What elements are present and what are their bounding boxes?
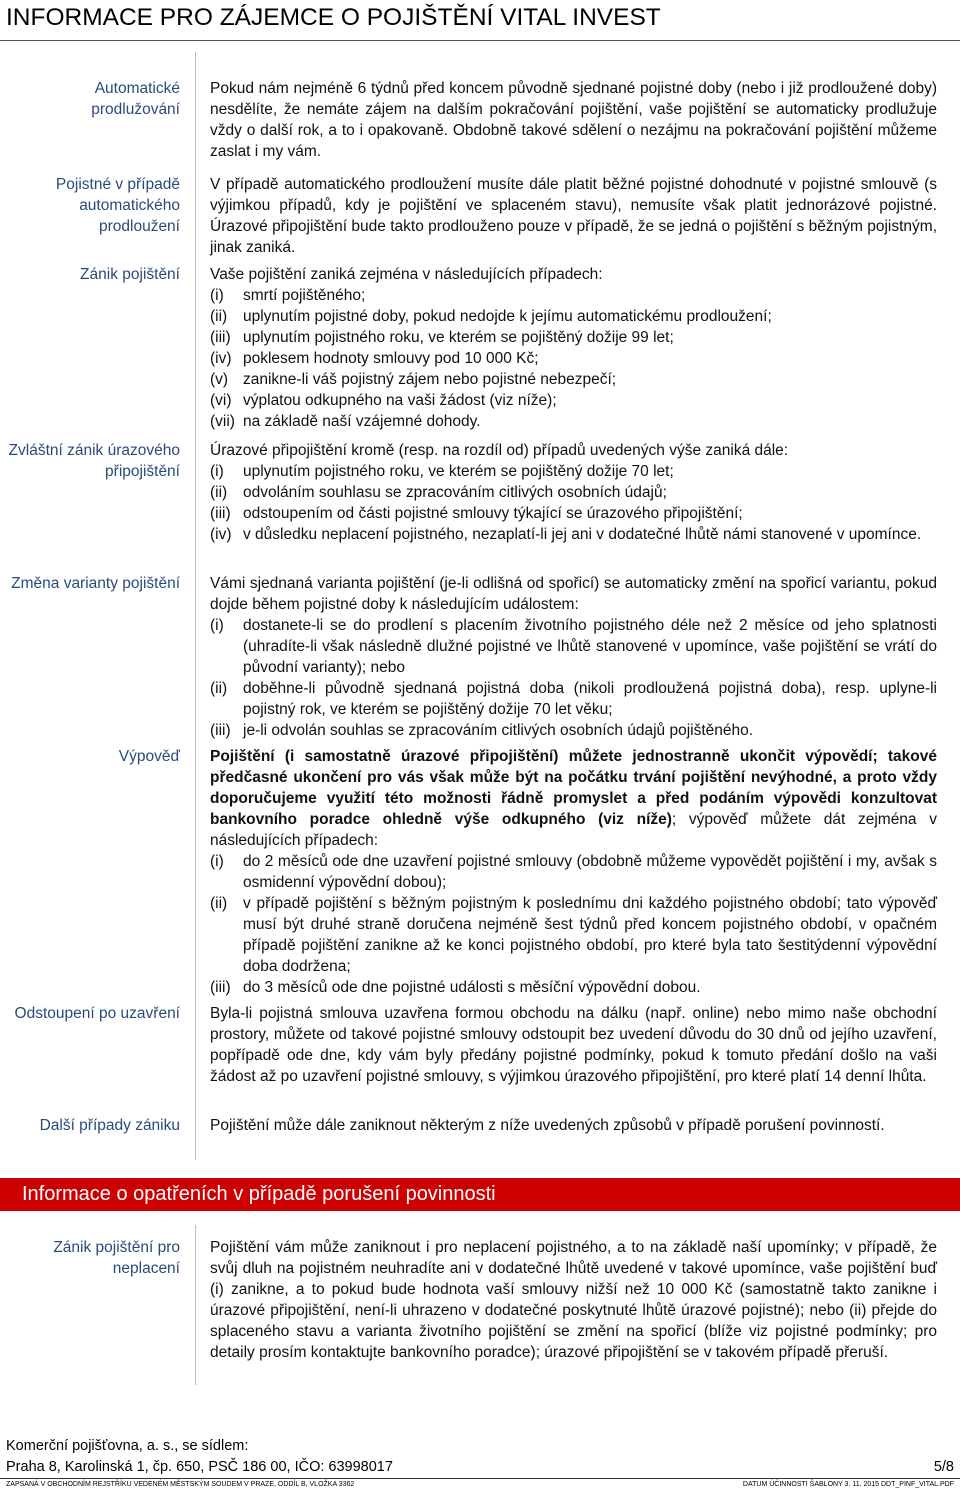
item-number: (iv) <box>210 526 232 543</box>
item-number: (vi) <box>210 392 232 409</box>
item-text: doběhne-li původně sjednaná pojistná doba (nikoli prodloužená pojistná doba), resp. uplyne-li pojistný rok, ve kterém se pojištěný dožije 70 let věku; <box>243 680 937 718</box>
item-number: (iii) <box>210 722 231 739</box>
label-withdrawal: Odstoupení po uzavření <box>14 1005 180 1022</box>
section-variant-change <box>210 573 937 741</box>
notice-intro-tail: ; výpověď můžete dát zejména v následujících případech: <box>210 811 937 849</box>
item-number: (vii) <box>210 413 235 430</box>
termination-intro: Vaše pojištění zaniká zejména v následujících případech: <box>210 266 603 283</box>
nonpayment-text: Pojištění vám může zaniknout i pro neplacení pojistného, a to na základě naší upomínky; v případě, že svůj dluh na pojistném neuhradíte ani v dodatečné lhůtě uvedené v takové upomínce, vaše pojištění buď (i) zanikne, a to pokud bude hodnota vaší smlouvy nižší než 10 000 Kč (samostatně takto zanikne i úrazové připojištění, není-li uhrazeno v dodatečné poskytnuté lhůtě úrazové pojistné); nebo (ii) přejde do splaceného stavu a varianta životního pojištění se změní na spořicí (blíže viz pojistné podmínky; pro detaily prosím kontaktujte bankovního poradce); úrazové připojištění se v takovém případě přeruší. <box>210 1239 937 1361</box>
list-item <box>210 524 937 545</box>
list-item <box>210 678 937 720</box>
section-other-termination <box>210 1115 937 1136</box>
item-text: uplynutím pojistného roku, ve kterém se pojištěný dožije 99 let; <box>243 329 674 346</box>
footer-address: Praha 8, Karolinská 1, čp. 650, PSČ 186 00, IČO: 63998017 <box>6 1459 393 1475</box>
footer-divider <box>0 1478 960 1479</box>
list-item <box>210 348 937 369</box>
section-termination <box>210 264 937 432</box>
list-item <box>210 327 937 348</box>
list-item <box>210 851 937 893</box>
list-item <box>210 615 937 678</box>
list-item <box>210 503 937 524</box>
item-number: (iii) <box>210 979 231 996</box>
list-item <box>210 411 937 432</box>
section-premium-renewal <box>210 174 937 258</box>
list-item <box>210 390 937 411</box>
variant-change-intro: Vámi sjednaná varianta pojištění (je-li odlišná od spořicí) se automaticky změní na spořicí variantu, pokud dojde během pojistné doby k následujícím událostem: <box>210 575 937 613</box>
item-number: (ii) <box>210 680 228 697</box>
label-premium-renewal: Pojistné v případě automatického prodloužení <box>55 176 180 235</box>
label-notice: Výpověď <box>118 748 180 765</box>
page-title: INFORMACE PRO ZÁJEMCE O POJIŠTĚNÍ VITAL INVEST <box>6 4 661 31</box>
other-termination-text: Pojištění může dále zaniknout některým z níže uvedených způsobů v případě porušení povinností. <box>210 1117 885 1134</box>
item-number: (ii) <box>210 308 228 325</box>
item-text: smrtí pojištěného; <box>243 287 366 304</box>
title-divider <box>0 40 960 41</box>
section-nonpayment <box>210 1237 937 1363</box>
item-text: do 3 měsíců ode dne pojistné události s měsíční výpovědní dobou. <box>243 979 701 996</box>
special-termination-intro: Úrazové připojištění kromě (resp. na rozdíl od) případů uvedených výše zaniká dále: <box>210 442 789 459</box>
withdrawal-text: Byla-li pojistná smlouva uzavřena formou obchodu na dálku (např. online) nebo mimo naše obchodní prostory, můžete od takové pojistné smlouvy odstoupit bez uvedení důvodu do 30 dnů od jejího uzavření, popřípadě ode dne, kdy vám byly předány pojistné podmínky, pokud k tomuto předání došlo na vaši žádost až po uzavření pojistné smlouvy, s výjimkou úrazového připojištění, pro které platí 14 denní lhůta. <box>210 1005 937 1085</box>
item-number: (i) <box>210 853 224 870</box>
item-text: odstoupením od části pojistné smlouvy týkající se úrazového připojištění; <box>243 505 743 522</box>
list-item <box>210 369 937 390</box>
notice-intro <box>210 746 937 851</box>
item-text: v důsledku neplacení pojistného, nezaplatí-li jej ani v dodatečné lhůtě námi stanovené v upomínce. <box>243 526 922 543</box>
section-heading-band <box>0 1178 960 1211</box>
section-heading: Informace o opatřeních v případě porušení povinnosti <box>22 1183 496 1205</box>
item-text: uplynutím pojistného roku, ve kterém se pojištěný dožije 70 let; <box>243 463 674 480</box>
item-text: je-li odvolán souhlas se zpracováním citlivých osobních údajů pojištěného. <box>243 722 754 739</box>
footer-company: Komerční pojišťovna, a. s., se sídlem: <box>6 1438 249 1454</box>
label-variant-change: Změna varianty pojištění <box>11 575 180 592</box>
item-number: (iv) <box>210 350 232 367</box>
section-withdrawal <box>210 1003 937 1087</box>
list-item <box>210 720 937 741</box>
item-number: (ii) <box>210 895 228 912</box>
column-divider <box>195 1225 196 1385</box>
item-number: (iii) <box>210 329 231 346</box>
item-number: (ii) <box>210 484 228 501</box>
item-text: uplynutím pojistné doby, pokud nedojde k jejímu automatickému prodloužení; <box>243 308 772 325</box>
item-text: dostanete-li se do prodlení s placením životního pojistného déle než 2 měsíce od jeho splatnosti (uhradíte-li však následně dlužné pojistné ve lhůtě stanovené v upomínce, vaše pojištění se vrátí do původní varianty); nebo <box>243 617 937 676</box>
section-auto-renewal <box>210 78 937 162</box>
section-notice <box>210 746 937 998</box>
label-special-termination: Zvláštní zánik úrazového připojištění <box>8 442 180 480</box>
auto-renewal-text: Pokud nám nejméně 6 týdnů před koncem původně sjednané pojistné doby (nebo i již prodloužené doby) nesdělíte, že nemáte zájem na dalším pokračování pojištění, vaše pojištění se automaticky prodlužuje vždy o další rok, a to i opakovaně. Obdobně takové sdělení o nezájmu na pokračování pojištění můžeme zaslat i my vám. <box>210 80 937 160</box>
list-item <box>210 893 937 977</box>
item-text: poklesem hodnoty smlouvy pod 10 000 Kč; <box>243 350 539 367</box>
footer-registry: ZAPSANÁ V OBCHODNÍM REJSTŘÍKU VEDENÉM MĚSTSKÝM SOUDEM V PRAZE, ODDÍL B, VLOŽKA 3362 <box>6 1481 355 1488</box>
item-text: do 2 měsíců ode dne uzavření pojistné smlouvy (obdobně můžeme vypovědět pojištění i my, avšak s osmidenní výpovědní dobou); <box>243 853 937 891</box>
label-termination: Zánik pojištění <box>80 266 180 283</box>
notice-warning: Pojištění (i samostatně úrazové připojištění) můžete jednostranně ukončit výpovědí; takové předčasné ukončení pro vás však může být na počátku trvání pojištění nevýhodné, a proto vždy doporučujeme využití této možnosti řádně promyslet a před podáním výpovědi konzultovat bankovního poradce ohledně výše odkupného (viz níže) <box>210 748 937 828</box>
label-nonpayment: Zánik pojištění pro neplacení <box>53 1239 180 1277</box>
section-special-termination <box>210 440 937 545</box>
item-number: (iii) <box>210 505 231 522</box>
item-text: odvoláním souhlasu se zpracováním citlivých osobních údajů; <box>243 484 667 501</box>
item-number: (i) <box>210 287 224 304</box>
label-other-termination: Další případy zániku <box>39 1117 180 1134</box>
item-number: (i) <box>210 617 224 634</box>
label-auto-renewal: Automatické prodlužování <box>91 80 180 118</box>
item-number: (i) <box>210 463 224 480</box>
list-item <box>210 461 937 482</box>
item-text: výplatou odkupného na vaši žádost (viz níže); <box>243 392 557 409</box>
item-text: na základě naší vzájemné dohody. <box>243 413 481 430</box>
footer-template-info: DATUM ÚČINNOSTI ŠABLONY 3. 11. 2015 DDT_PINF_VITAL.PDF <box>742 1481 954 1488</box>
item-number: (v) <box>210 371 229 388</box>
list-item <box>210 285 937 306</box>
list-item <box>210 306 937 327</box>
item-text: zanikne-li váš pojistný zájem nebo pojistné nebezpečí; <box>243 371 617 388</box>
page-number: 5/8 <box>933 1459 954 1475</box>
list-item <box>210 977 937 998</box>
premium-renewal-text: V případě automatického prodloužení musíte dále platit běžné pojistné dohodnuté v pojistné smlouvě (s výjimkou případů, kdy je pojištění ve splaceném stavu), nemusíte však platit jednorázové pojistné. Úrazové připojištění bude takto prodlouženo pouze v případě, že se jedná o pojištění s běžným pojistným, jinak zaniká. <box>210 176 937 256</box>
item-text: v případě pojištění s běžným pojistným k poslednímu dni každého pojistného období; tato výpověď musí být druhé straně doručena nejméně šest týdnů před koncem pojistného období, v opačném případě pojištění zanikne až ke konci pojistného období, pro které byla tato šestitýdenní výpovědní doba dodržena; <box>243 895 937 975</box>
column-divider <box>195 52 196 1160</box>
list-item <box>210 482 937 503</box>
